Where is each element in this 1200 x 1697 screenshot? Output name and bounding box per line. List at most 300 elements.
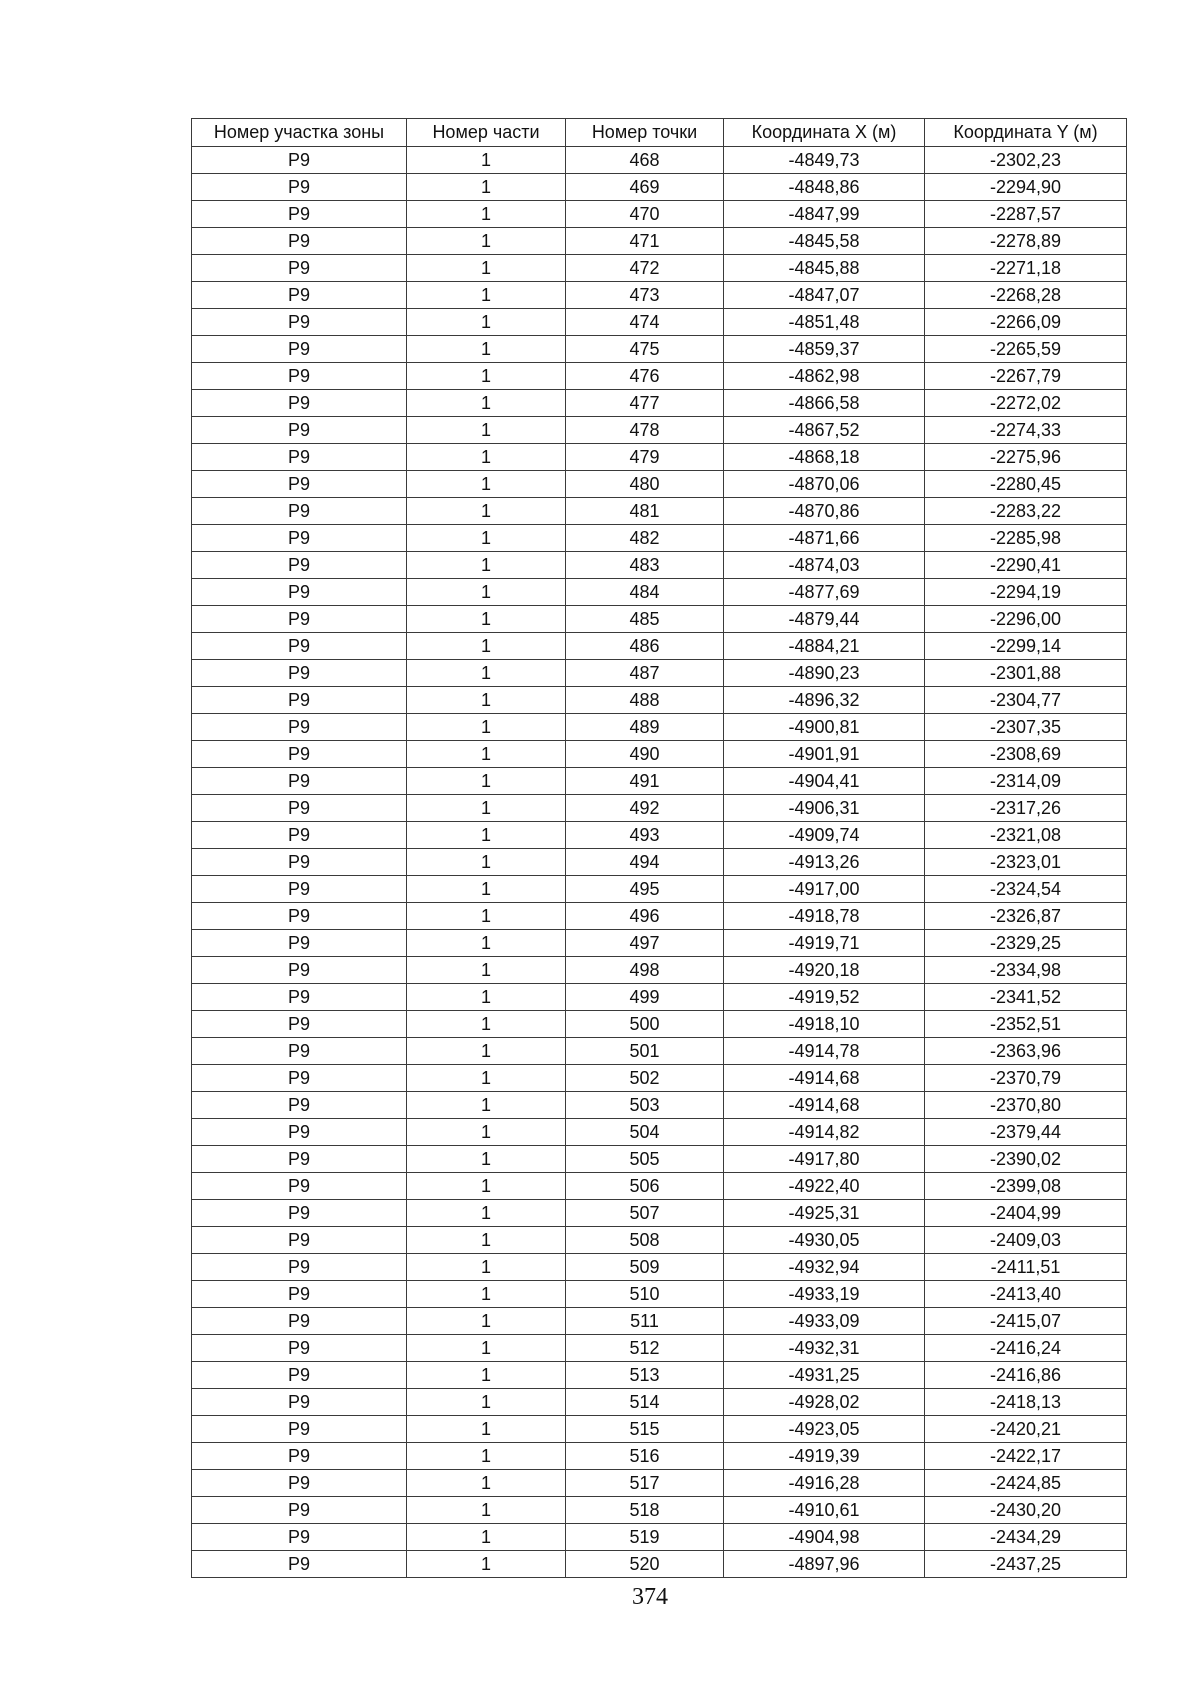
coordinate-x-cell: -4904,98 (724, 1524, 925, 1551)
part-number-cell: 1 (407, 552, 566, 579)
coordinate-x-cell: -4913,26 (724, 849, 925, 876)
coordinate-y-cell: -2424,85 (925, 1470, 1127, 1497)
zone-plot-cell: Р9 (192, 1389, 407, 1416)
coordinate-x-cell: -4890,23 (724, 660, 925, 687)
coordinate-y-cell: -2363,96 (925, 1038, 1127, 1065)
zone-plot-cell: Р9 (192, 687, 407, 714)
part-number-cell: 1 (407, 1119, 566, 1146)
point-number-cell: 508 (566, 1227, 724, 1254)
table-row (192, 390, 1127, 417)
part-number-cell: 1 (407, 498, 566, 525)
coordinate-y-cell: -2317,26 (925, 795, 1127, 822)
table-row (192, 498, 1127, 525)
point-number-cell: 477 (566, 390, 724, 417)
point-number-cell: 511 (566, 1308, 724, 1335)
part-number-cell: 1 (407, 1146, 566, 1173)
zone-plot-cell: Р9 (192, 471, 407, 498)
zone-plot-cell: Р9 (192, 417, 407, 444)
part-number-cell: 1 (407, 417, 566, 444)
zone-plot-cell: Р9 (192, 201, 407, 228)
point-number-cell: 510 (566, 1281, 724, 1308)
table-row (192, 957, 1127, 984)
zone-plot-cell: Р9 (192, 1335, 407, 1362)
coordinate-x-cell: -4870,06 (724, 471, 925, 498)
part-number-cell: 1 (407, 1173, 566, 1200)
point-number-cell: 502 (566, 1065, 724, 1092)
coordinate-x-cell: -4917,00 (724, 876, 925, 903)
zone-plot-cell: Р9 (192, 336, 407, 363)
coordinate-y-cell: -2278,89 (925, 228, 1127, 255)
coordinate-x-cell: -4932,31 (724, 1335, 925, 1362)
point-number-cell: 476 (566, 363, 724, 390)
zone-plot-cell: Р9 (192, 633, 407, 660)
table-row (192, 768, 1127, 795)
part-number-cell: 1 (407, 1497, 566, 1524)
point-number-cell: 504 (566, 1119, 724, 1146)
coordinate-y-cell: -2324,54 (925, 876, 1127, 903)
coordinate-x-cell: -4847,99 (724, 201, 925, 228)
part-number-cell: 1 (407, 363, 566, 390)
coordinate-y-cell: -2299,14 (925, 633, 1127, 660)
part-number-cell: 1 (407, 1092, 566, 1119)
table-row (192, 903, 1127, 930)
table-row (192, 795, 1127, 822)
coordinate-y-cell: -2274,33 (925, 417, 1127, 444)
coordinate-x-cell: -4862,98 (724, 363, 925, 390)
point-number-cell: 490 (566, 741, 724, 768)
coordinate-x-cell: -4870,86 (724, 498, 925, 525)
table-row (192, 1092, 1127, 1119)
part-number-cell: 1 (407, 390, 566, 417)
point-number-cell: 469 (566, 174, 724, 201)
part-number-cell: 1 (407, 1335, 566, 1362)
part-number-cell: 1 (407, 228, 566, 255)
table-row (192, 876, 1127, 903)
zone-plot-cell: Р9 (192, 876, 407, 903)
zone-plot-cell: Р9 (192, 552, 407, 579)
coordinate-y-cell: -2265,59 (925, 336, 1127, 363)
header-part-number: Номер части (407, 119, 566, 147)
coordinate-x-cell: -4920,18 (724, 957, 925, 984)
coordinate-y-cell: -2409,03 (925, 1227, 1127, 1254)
table-row (192, 309, 1127, 336)
coordinate-x-cell: -4845,88 (724, 255, 925, 282)
point-number-cell: 509 (566, 1254, 724, 1281)
coordinate-x-cell: -4884,21 (724, 633, 925, 660)
zone-plot-cell: Р9 (192, 309, 407, 336)
coordinate-y-cell: -2323,01 (925, 849, 1127, 876)
part-number-cell: 1 (407, 255, 566, 282)
zone-plot-cell: Р9 (192, 1200, 407, 1227)
coordinate-x-cell: -4933,19 (724, 1281, 925, 1308)
point-number-cell: 501 (566, 1038, 724, 1065)
point-number-cell: 513 (566, 1362, 724, 1389)
coordinate-y-cell: -2285,98 (925, 525, 1127, 552)
table-row (192, 255, 1127, 282)
coordinate-y-cell: -2321,08 (925, 822, 1127, 849)
table-row (192, 660, 1127, 687)
table-row (192, 1011, 1127, 1038)
coordinate-x-cell: -4851,48 (724, 309, 925, 336)
coordinate-x-cell: -4849,73 (724, 147, 925, 174)
coordinate-x-cell: -4933,09 (724, 1308, 925, 1335)
coordinate-y-cell: -2268,28 (925, 282, 1127, 309)
part-number-cell: 1 (407, 795, 566, 822)
part-number-cell: 1 (407, 147, 566, 174)
part-number-cell: 1 (407, 903, 566, 930)
point-number-cell: 475 (566, 336, 724, 363)
coordinate-y-cell: -2271,18 (925, 255, 1127, 282)
coordinate-y-cell: -2416,24 (925, 1335, 1127, 1362)
point-number-cell: 472 (566, 255, 724, 282)
point-number-cell: 515 (566, 1416, 724, 1443)
coordinate-y-cell: -2314,09 (925, 768, 1127, 795)
table-row (192, 984, 1127, 1011)
coordinate-x-cell: -4917,80 (724, 1146, 925, 1173)
coordinate-x-cell: -4932,94 (724, 1254, 925, 1281)
part-number-cell: 1 (407, 1011, 566, 1038)
table-row (192, 579, 1127, 606)
part-number-cell: 1 (407, 336, 566, 363)
coordinate-x-cell: -4914,68 (724, 1065, 925, 1092)
table-row (192, 849, 1127, 876)
zone-plot-cell: Р9 (192, 1092, 407, 1119)
zone-plot-cell: Р9 (192, 849, 407, 876)
part-number-cell: 1 (407, 1065, 566, 1092)
zone-plot-cell: Р9 (192, 714, 407, 741)
zone-plot-cell: Р9 (192, 1173, 407, 1200)
point-number-cell: 498 (566, 957, 724, 984)
table-row (192, 1200, 1127, 1227)
part-number-cell: 1 (407, 957, 566, 984)
zone-plot-cell: Р9 (192, 822, 407, 849)
table-row (192, 1038, 1127, 1065)
zone-plot-cell: Р9 (192, 1551, 407, 1578)
point-number-cell: 486 (566, 633, 724, 660)
coordinate-x-cell: -4919,71 (724, 930, 925, 957)
part-number-cell: 1 (407, 525, 566, 552)
zone-plot-cell: Р9 (192, 957, 407, 984)
coordinate-x-cell: -4918,78 (724, 903, 925, 930)
coordinate-x-cell: -4867,52 (724, 417, 925, 444)
table-row (192, 1524, 1127, 1551)
coordinate-y-cell: -2326,87 (925, 903, 1127, 930)
point-number-cell: 489 (566, 714, 724, 741)
part-number-cell: 1 (407, 1200, 566, 1227)
part-number-cell: 1 (407, 606, 566, 633)
coordinate-y-cell: -2307,35 (925, 714, 1127, 741)
table-row (192, 363, 1127, 390)
coordinate-y-cell: -2290,41 (925, 552, 1127, 579)
coordinate-y-cell: -2280,45 (925, 471, 1127, 498)
header-zone-plot-number: Номер участка зоны (192, 119, 407, 147)
coordinate-y-cell: -2379,44 (925, 1119, 1127, 1146)
point-number-cell: 473 (566, 282, 724, 309)
coordinate-x-cell: -4871,66 (724, 525, 925, 552)
part-number-cell: 1 (407, 1524, 566, 1551)
point-number-cell: 483 (566, 552, 724, 579)
point-number-cell: 506 (566, 1173, 724, 1200)
point-number-cell: 493 (566, 822, 724, 849)
coordinate-x-cell: -4914,78 (724, 1038, 925, 1065)
part-number-cell: 1 (407, 930, 566, 957)
table-row (192, 1497, 1127, 1524)
zone-plot-cell: Р9 (192, 1254, 407, 1281)
point-number-cell: 471 (566, 228, 724, 255)
part-number-cell: 1 (407, 822, 566, 849)
header-row (192, 119, 1127, 147)
zone-plot-cell: Р9 (192, 1227, 407, 1254)
point-number-cell: 507 (566, 1200, 724, 1227)
coordinate-x-cell: -4900,81 (724, 714, 925, 741)
table-row (192, 174, 1127, 201)
coordinate-x-cell: -4923,05 (724, 1416, 925, 1443)
table-row (192, 714, 1127, 741)
point-number-cell: 495 (566, 876, 724, 903)
table-row (192, 147, 1127, 174)
coordinate-y-cell: -2341,52 (925, 984, 1127, 1011)
coordinate-y-cell: -2308,69 (925, 741, 1127, 768)
coordinate-y-cell: -2275,96 (925, 444, 1127, 471)
coordinate-y-cell: -2399,08 (925, 1173, 1127, 1200)
table-row (192, 1227, 1127, 1254)
coordinate-y-cell: -2267,79 (925, 363, 1127, 390)
zone-plot-cell: Р9 (192, 660, 407, 687)
point-number-cell: 503 (566, 1092, 724, 1119)
coordinate-x-cell: -4931,25 (724, 1362, 925, 1389)
part-number-cell: 1 (407, 1281, 566, 1308)
table-row (192, 1254, 1127, 1281)
zone-plot-cell: Р9 (192, 255, 407, 282)
part-number-cell: 1 (407, 282, 566, 309)
table-row (192, 1335, 1127, 1362)
coordinate-y-cell: -2302,23 (925, 147, 1127, 174)
coordinate-x-cell: -4914,82 (724, 1119, 925, 1146)
coordinate-x-cell: -4901,91 (724, 741, 925, 768)
part-number-cell: 1 (407, 174, 566, 201)
zone-plot-cell: Р9 (192, 444, 407, 471)
table-row (192, 1308, 1127, 1335)
part-number-cell: 1 (407, 633, 566, 660)
zone-plot-cell: Р9 (192, 1281, 407, 1308)
point-number-cell: 514 (566, 1389, 724, 1416)
zone-plot-cell: Р9 (192, 741, 407, 768)
zone-plot-cell: Р9 (192, 174, 407, 201)
table-row (192, 1065, 1127, 1092)
part-number-cell: 1 (407, 768, 566, 795)
coordinate-x-cell: -4877,69 (724, 579, 925, 606)
table-row (192, 228, 1127, 255)
coordinate-y-cell: -2415,07 (925, 1308, 1127, 1335)
table-row (192, 930, 1127, 957)
coordinate-x-cell: -4897,96 (724, 1551, 925, 1578)
coordinate-x-cell: -4848,86 (724, 174, 925, 201)
point-number-cell: 520 (566, 1551, 724, 1578)
part-number-cell: 1 (407, 1443, 566, 1470)
part-number-cell: 1 (407, 1362, 566, 1389)
part-number-cell: 1 (407, 201, 566, 228)
table-row (192, 282, 1127, 309)
zone-plot-cell: Р9 (192, 1065, 407, 1092)
point-number-cell: 485 (566, 606, 724, 633)
coordinate-y-cell: -2272,02 (925, 390, 1127, 417)
table-row (192, 444, 1127, 471)
table-row (192, 201, 1127, 228)
table-row (192, 1551, 1127, 1578)
table-row (192, 1119, 1127, 1146)
coordinate-y-cell: -2416,86 (925, 1362, 1127, 1389)
point-number-cell: 492 (566, 795, 724, 822)
coordinate-x-cell: -4916,28 (724, 1470, 925, 1497)
header-coordinate-x: Координата X (м) (724, 119, 925, 147)
part-number-cell: 1 (407, 1254, 566, 1281)
coordinate-y-cell: -2430,20 (925, 1497, 1127, 1524)
point-number-cell: 494 (566, 849, 724, 876)
coordinate-x-cell: -4909,74 (724, 822, 925, 849)
point-number-cell: 474 (566, 309, 724, 336)
part-number-cell: 1 (407, 660, 566, 687)
coordinate-y-cell: -2352,51 (925, 1011, 1127, 1038)
zone-plot-cell: Р9 (192, 525, 407, 552)
table-row (192, 822, 1127, 849)
coordinate-y-cell: -2370,80 (925, 1092, 1127, 1119)
point-number-cell: 484 (566, 579, 724, 606)
coordinate-y-cell: -2329,25 (925, 930, 1127, 957)
point-number-cell: 500 (566, 1011, 724, 1038)
zone-plot-cell: Р9 (192, 1119, 407, 1146)
part-number-cell: 1 (407, 741, 566, 768)
part-number-cell: 1 (407, 876, 566, 903)
table-row (192, 417, 1127, 444)
table-row (192, 1470, 1127, 1497)
coordinate-x-cell: -4925,31 (724, 1200, 925, 1227)
point-number-cell: 468 (566, 147, 724, 174)
coordinate-y-cell: -2334,98 (925, 957, 1127, 984)
point-number-cell: 482 (566, 525, 724, 552)
zone-plot-cell: Р9 (192, 606, 407, 633)
page-number: 374 (632, 1584, 668, 1610)
coordinate-x-cell: -4866,58 (724, 390, 925, 417)
zone-plot-cell: Р9 (192, 795, 407, 822)
zone-plot-cell: Р9 (192, 390, 407, 417)
table-row (192, 687, 1127, 714)
table-row (192, 1146, 1127, 1173)
coordinate-y-cell: -2301,88 (925, 660, 1127, 687)
part-number-cell: 1 (407, 1308, 566, 1335)
point-number-cell: 518 (566, 1497, 724, 1524)
table-row (192, 1443, 1127, 1470)
coordinate-y-cell: -2420,21 (925, 1416, 1127, 1443)
coordinate-y-cell: -2294,19 (925, 579, 1127, 606)
table-row (192, 471, 1127, 498)
point-number-cell: 479 (566, 444, 724, 471)
coordinate-x-cell: -4918,10 (724, 1011, 925, 1038)
part-number-cell: 1 (407, 1416, 566, 1443)
zone-plot-cell: Р9 (192, 1308, 407, 1335)
zone-plot-cell: Р9 (192, 1011, 407, 1038)
coordinate-x-cell: -4879,44 (724, 606, 925, 633)
table-row (192, 1173, 1127, 1200)
coordinate-y-cell: -2287,57 (925, 201, 1127, 228)
coordinate-y-cell: -2437,25 (925, 1551, 1127, 1578)
table-row (192, 1362, 1127, 1389)
part-number-cell: 1 (407, 1470, 566, 1497)
point-number-cell: 497 (566, 930, 724, 957)
zone-plot-cell: Р9 (192, 1416, 407, 1443)
point-number-cell: 480 (566, 471, 724, 498)
coordinate-x-cell: -4906,31 (724, 795, 925, 822)
coordinate-x-cell: -4874,03 (724, 552, 925, 579)
header-point-number: Номер точки (566, 119, 724, 147)
table-row (192, 525, 1127, 552)
point-number-cell: 505 (566, 1146, 724, 1173)
point-number-cell: 487 (566, 660, 724, 687)
point-number-cell: 496 (566, 903, 724, 930)
coordinate-x-cell: -4868,18 (724, 444, 925, 471)
zone-plot-cell: Р9 (192, 282, 407, 309)
zone-plot-cell: Р9 (192, 363, 407, 390)
coordinate-x-cell: -4928,02 (724, 1389, 925, 1416)
zone-plot-cell: Р9 (192, 1497, 407, 1524)
coordinate-y-cell: -2294,90 (925, 174, 1127, 201)
part-number-cell: 1 (407, 1551, 566, 1578)
coordinate-x-cell: -4859,37 (724, 336, 925, 363)
coordinates-table (191, 118, 1127, 1578)
coordinate-y-cell: -2422,17 (925, 1443, 1127, 1470)
point-number-cell: 488 (566, 687, 724, 714)
coordinate-x-cell: -4845,58 (724, 228, 925, 255)
coordinate-y-cell: -2266,09 (925, 309, 1127, 336)
zone-plot-cell: Р9 (192, 579, 407, 606)
table-body (192, 147, 1127, 1578)
zone-plot-cell: Р9 (192, 930, 407, 957)
coordinate-y-cell: -2418,13 (925, 1389, 1127, 1416)
zone-plot-cell: Р9 (192, 1362, 407, 1389)
zone-plot-cell: Р9 (192, 228, 407, 255)
coordinate-x-cell: -4930,05 (724, 1227, 925, 1254)
point-number-cell: 478 (566, 417, 724, 444)
table-row (192, 1416, 1127, 1443)
zone-plot-cell: Р9 (192, 1146, 407, 1173)
part-number-cell: 1 (407, 849, 566, 876)
table-row (192, 633, 1127, 660)
coordinate-x-cell: -4922,40 (724, 1173, 925, 1200)
point-number-cell: 470 (566, 201, 724, 228)
table-row (192, 606, 1127, 633)
zone-plot-cell: Р9 (192, 498, 407, 525)
point-number-cell: 491 (566, 768, 724, 795)
point-number-cell: 516 (566, 1443, 724, 1470)
point-number-cell: 512 (566, 1335, 724, 1362)
part-number-cell: 1 (407, 687, 566, 714)
coordinate-y-cell: -2434,29 (925, 1524, 1127, 1551)
point-number-cell: 517 (566, 1470, 724, 1497)
coordinate-y-cell: -2413,40 (925, 1281, 1127, 1308)
zone-plot-cell: Р9 (192, 1038, 407, 1065)
zone-plot-cell: Р9 (192, 903, 407, 930)
part-number-cell: 1 (407, 309, 566, 336)
part-number-cell: 1 (407, 714, 566, 741)
zone-plot-cell: Р9 (192, 768, 407, 795)
table-row (192, 1389, 1127, 1416)
zone-plot-cell: Р9 (192, 1443, 407, 1470)
coordinate-x-cell: -4910,61 (724, 1497, 925, 1524)
coordinate-y-cell: -2404,99 (925, 1200, 1127, 1227)
coordinate-x-cell: -4904,41 (724, 768, 925, 795)
table-row (192, 336, 1127, 363)
point-number-cell: 499 (566, 984, 724, 1011)
coordinate-y-cell: -2304,77 (925, 687, 1127, 714)
